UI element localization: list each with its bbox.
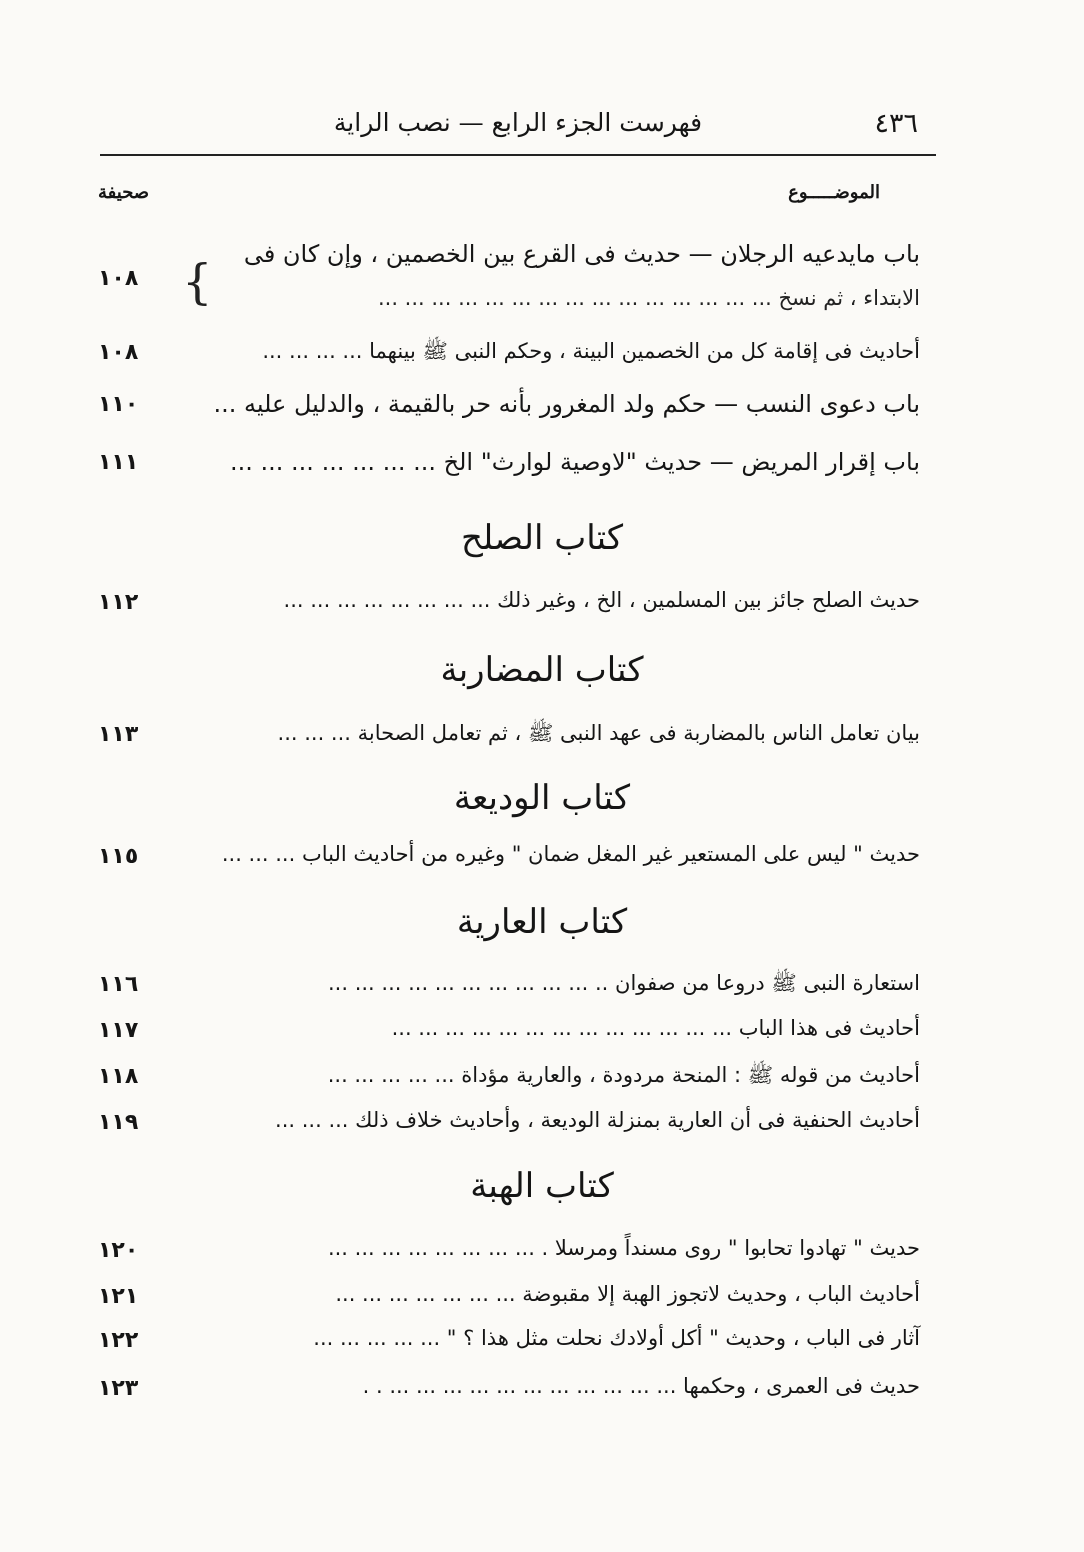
toc-entry	[90, 448, 920, 484]
page-title: فهرست الجزء الرابع — نصب الراية	[333, 108, 703, 137]
entry-text: حديث " ليس على المستعير غير المغل ضمان " وغيره من أحاديث الباب ... ... ...	[221, 842, 920, 866]
entry-page-number: ١١٨	[98, 1064, 139, 1089]
entry-page-number: ١١٠	[98, 392, 139, 417]
entry-text-continuation: الابتداء ، ثم نسخ ... ... ... ... ... ... ... ... ... ... ... ... ... ... ...	[377, 286, 920, 310]
column-header-page: صحيفة	[98, 182, 150, 203]
entry-page-number: ١١٧	[98, 1018, 139, 1043]
column-header-topic: الموضـــــوع	[788, 182, 880, 203]
toc-entry	[90, 1108, 920, 1144]
entry-page-number: ١١١	[98, 450, 139, 475]
entry-page-number: ١١٣	[98, 722, 139, 747]
entry-text: أحاديث الحنفية فى أن العارية بمنزلة الوديعة ، وأحاديث خلاف ذلك ... ... ...	[275, 1108, 920, 1132]
entry-page-number: ١٠٨	[98, 266, 139, 291]
entry-page-number: ١٢٠	[98, 1238, 139, 1263]
toc-entry	[90, 390, 920, 426]
entry-text: آثار فى الباب ، وحديث " أكل أولادك نحلت مثل هذا ؟ " ... ... ... ... ...	[313, 1326, 920, 1350]
page-header	[100, 104, 936, 152]
entry-text: باب دعوى النسب — حكم ولد المغرور بأنه حر بالقيمة ، والدليل عليه ...	[213, 390, 920, 418]
entry-text: حديث " تهادوا تحابوا " روى مسنداً ومرسلا . ... ... ... ... ... ... ... ...	[327, 1236, 920, 1260]
book-heading-hiba: كتاب الهبة	[470, 1166, 614, 1206]
entry-page-number: ١١٦	[98, 972, 139, 997]
entry-page-number: ١١٢	[98, 590, 139, 615]
brace-glyph: {	[182, 254, 213, 310]
toc-entry	[90, 338, 920, 374]
toc-entry	[90, 1282, 920, 1318]
toc-entry	[90, 720, 920, 756]
book-heading-ariya: كتاب العارية	[456, 902, 628, 942]
book-heading-wadia: كتاب الوديعة	[453, 778, 631, 818]
toc-entry	[90, 588, 920, 624]
toc-entry	[90, 1326, 920, 1362]
entry-text: أحاديث فى هذا الباب ... ... ... ... ... ... ... ... ... ... ... ... ...	[391, 1016, 920, 1040]
entry-text: باب مايدعيه الرجلان — حديث فى القرع بين الخصمين ، وإن كان فى	[243, 240, 920, 268]
entry-text: أحاديث الباب ، وحديث لاتجوز الهبة إلا مقبوضة ... ... ... ... ... ... ...	[335, 1282, 920, 1306]
entry-text: أحاديث فى إقامة كل من الخصمين البينة ، وحكم النبى ﷺ بينهما ... ... ... ...	[262, 339, 920, 363]
page-number: ٤٣٦	[874, 108, 918, 139]
entry-text: باب إقرار المريض — حديث "لاوصية لوارث" الخ ... ... ... ... ... ... ...	[230, 448, 920, 476]
toc-entry	[90, 842, 920, 878]
header-rule	[100, 154, 936, 156]
entry-page-number: ١١٥	[98, 844, 139, 869]
toc-entry	[90, 1374, 920, 1410]
toc-entry	[90, 1016, 920, 1052]
toc-entry	[90, 1062, 920, 1098]
entry-page-number: ١٢١	[98, 1284, 139, 1309]
entry-text: أحاديث من قوله ﷺ : المنحة مردودة ، والعارية مؤداة ... ... ... ... ...	[327, 1063, 920, 1087]
book-heading-mudaraba: كتاب المضاربة	[440, 650, 644, 690]
entry-page-number: ١١٩	[98, 1110, 139, 1135]
entry-text: حديث فى العمرى ، وحكمها ... ... ... ... ... ... ... ... ... ... ... . .	[362, 1374, 920, 1398]
entry-text: بيان تعامل الناس بالمضاربة فى عهد النبى ﷺ ، ثم تعامل الصحابة ... ... ...	[277, 721, 920, 745]
entry-text: حديث الصلح جائز بين المسلمين ، الخ ، وغير ذلك ... ... ... ... ... ... ... ...	[283, 588, 920, 612]
toc-entry	[90, 970, 920, 1006]
entry-page-number: ١٠٨	[98, 340, 139, 365]
entry-page-number: ١٢٣	[98, 1376, 139, 1401]
toc-entry	[90, 240, 920, 330]
toc-entry	[90, 1236, 920, 1272]
book-heading-sulh: كتاب الصلح	[460, 518, 624, 558]
entry-page-number: ١٢٢	[98, 1328, 139, 1353]
entry-text: استعارة النبى ﷺ دروعا من صفوان .. ... ... ... ... ... ... ... ... ... ...	[328, 971, 920, 995]
